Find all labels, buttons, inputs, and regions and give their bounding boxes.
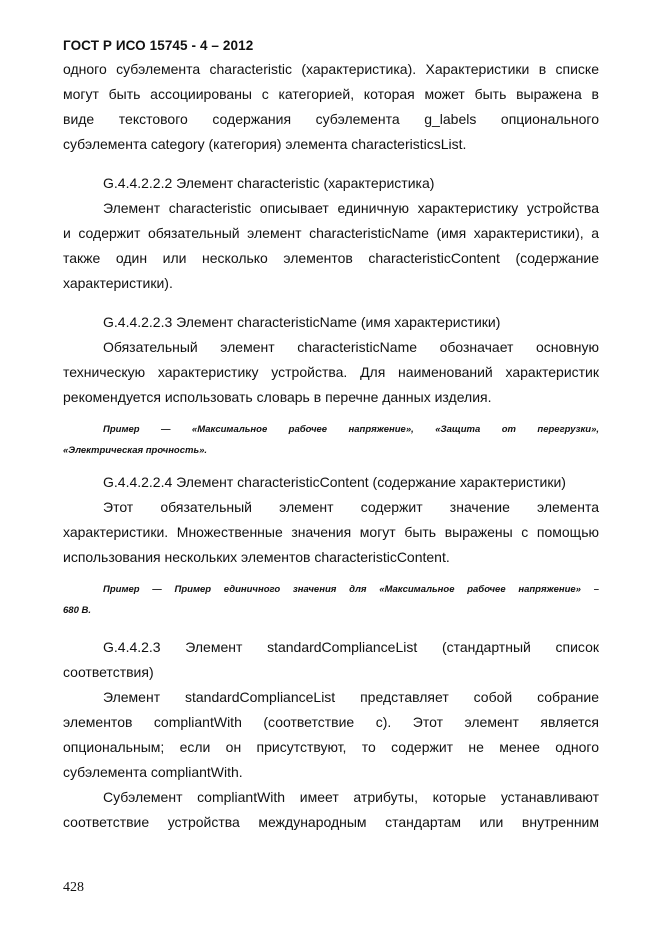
text-line: характеристики).: [63, 275, 173, 291]
text-line: соответствие устройства международным стандартам или внутренним: [63, 814, 599, 830]
section-characteristic-content: [63, 470, 599, 621]
section-heading: соответствия): [63, 664, 154, 680]
example-line: Пример — «Максимальное рабочее напряжение», «Защита от перегрузки»,: [103, 424, 599, 435]
section-characteristic: [63, 171, 599, 296]
example-note: [63, 419, 599, 461]
section-heading: G.4.4.2.3 Элемент standardComplianceList (стандартный список: [103, 639, 599, 655]
section-heading: G.4.4.2.2.4 Элемент characteristicContent (содержание характеристики): [103, 474, 566, 490]
section-standard-compliance-list: [63, 635, 599, 835]
section-heading: G.4.4.2.2.2 Элемент characteristic (характеристика): [103, 175, 435, 191]
document-header: ГОСТ Р ИСО 15745 - 4 – 2012: [63, 38, 254, 53]
text-line: опциональным; если он присутствуют, то содержит не менее одного: [63, 739, 599, 755]
text-line: субэлемента compliantWith.: [63, 764, 243, 780]
text-line: и содержит обязательный элемент characteristicName (имя характеристики), а: [63, 225, 599, 241]
text-line: Элемент characteristic описывает единичную характеристику устройства: [103, 200, 599, 216]
example-line: Пример — Пример единичного значения для «Максимальное рабочее напряжение» –: [103, 584, 599, 595]
section-characteristic-name: [63, 310, 599, 461]
page-number: 428: [63, 880, 84, 895]
intro-paragraph: [63, 57, 599, 157]
text-line: Элемент standardComplianceList представляет собой собрание: [103, 689, 599, 705]
text-line: одного субэлемента characteristic (характеристика). Характеристики в списке: [63, 61, 599, 77]
example-note: [63, 579, 599, 621]
text-line: элементов compliantWith (соответствие с). Этот элемент является: [63, 714, 599, 730]
document-body: [63, 57, 599, 835]
text-line: могут быть ассоциированы с категорией, которая может быть выражена в: [63, 86, 599, 102]
text-line: виде текстового содержания субэлемента g_labels опционального: [63, 111, 599, 127]
text-line: рекомендуется использовать словарь в перечне данных изделия.: [63, 389, 492, 405]
text-line: Обязательный элемент characteristicName обозначает основную: [103, 339, 599, 355]
text-line: техническую характеристику устройства. Для наименований характеристик: [63, 364, 599, 380]
text-line: также один или несколько элементов characteristicContent (содержание: [63, 250, 599, 266]
text-line: характеристики. Множественные значения могут быть выражены с помощью: [63, 524, 599, 540]
text-line: использования нескольких элементов characteristicContent.: [63, 549, 450, 565]
text-line: Этот обязательный элемент содержит значение элемента: [103, 499, 599, 515]
example-line: «Электрическая прочность».: [63, 445, 208, 456]
example-line: 680 В.: [63, 605, 91, 616]
text-line: Субэлемент compliantWith имеет атрибуты, которые устанавливают: [103, 789, 599, 805]
section-heading: G.4.4.2.2.3 Элемент characteristicName (имя характеристики): [103, 314, 501, 330]
text-line: субэлемента category (категория) элемента characteristicsList.: [63, 136, 467, 152]
